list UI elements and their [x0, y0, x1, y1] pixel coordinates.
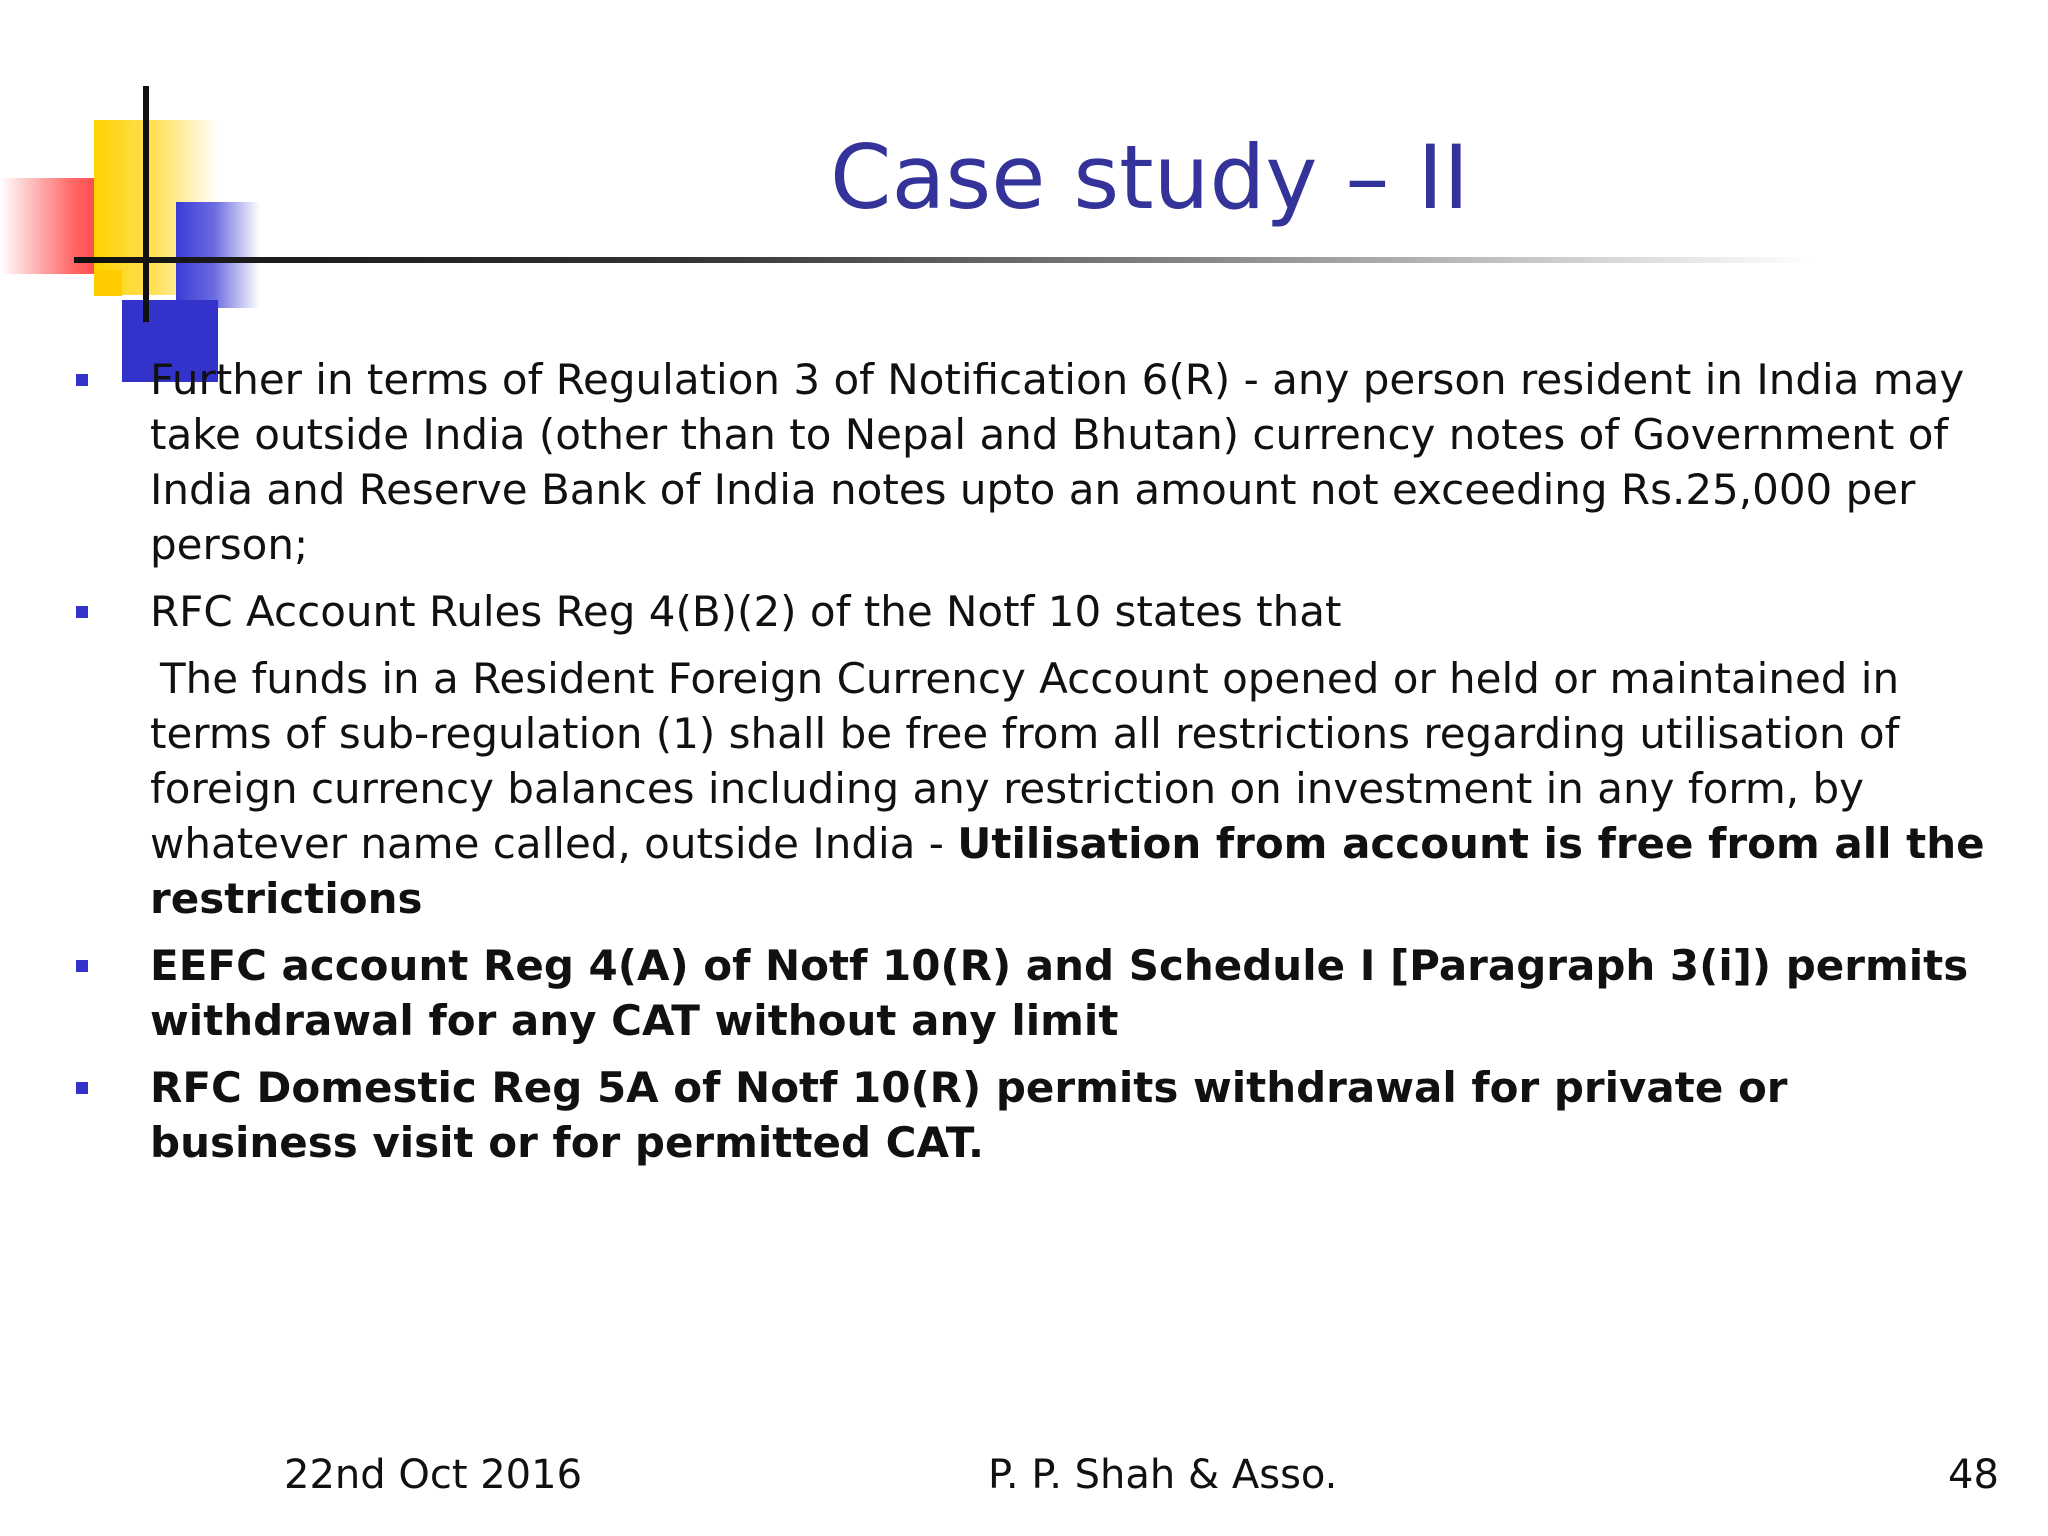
decorative-vertical-line [143, 86, 149, 322]
bullet-item [70, 584, 1990, 639]
quoted-paragraph [70, 651, 1990, 926]
paragraph-text: The funds in a Resident Foreign Currency Account opened or held or maintained in terms of sub-regulation (1) shall be free from all restrictions regarding utilisation of foreign currency balances including any restriction on investment in any form, by whatever name called, outside India - [150, 654, 1900, 868]
bullet-text: RFC Account Rules Reg 4(B)(2) of the Notf 10 states that [150, 587, 1342, 636]
decorative-blue-fade [176, 202, 260, 308]
paragraph-bold-text: Utilisation from account is free from all the restrictions [150, 819, 1985, 923]
decorative-yellow-square [94, 270, 122, 296]
title-underline [74, 257, 1814, 263]
slide-content [70, 352, 1990, 1182]
bullet-square-icon [76, 374, 88, 386]
footer-page-number: 48 [1948, 1452, 1999, 1498]
bullet-square-icon [76, 1082, 88, 1094]
bullet-text: RFC Domestic Reg 5A of Notf 10(R) permits withdrawal for private or business visit or for permitted CAT. [150, 1063, 1788, 1167]
bullet-square-icon [76, 960, 88, 972]
footer-author: P. P. Shah & Asso. [988, 1452, 1338, 1498]
bullet-text: EEFC account Reg 4(A) of Notf 10(R) and Schedule I [Paragraph 3(i]) permits withdrawal for any CAT without any limit [150, 941, 1969, 1045]
footer-date: 22nd Oct 2016 [284, 1452, 583, 1498]
slide-title: Case study – II [830, 126, 1470, 229]
bullet-text: Further in terms of Regulation 3 of Notification 6(R) - any person resident in India may take outside India (other than to Nepal and Bhutan) currency notes of Government of India and Reserve Bank of India notes upto an amount not exceeding Rs.25,000 per person; [150, 355, 1965, 569]
bullet-square-icon [76, 606, 88, 618]
bullet-item [70, 352, 1990, 572]
bullet-item [70, 938, 1990, 1048]
bullet-item [70, 1060, 1990, 1170]
